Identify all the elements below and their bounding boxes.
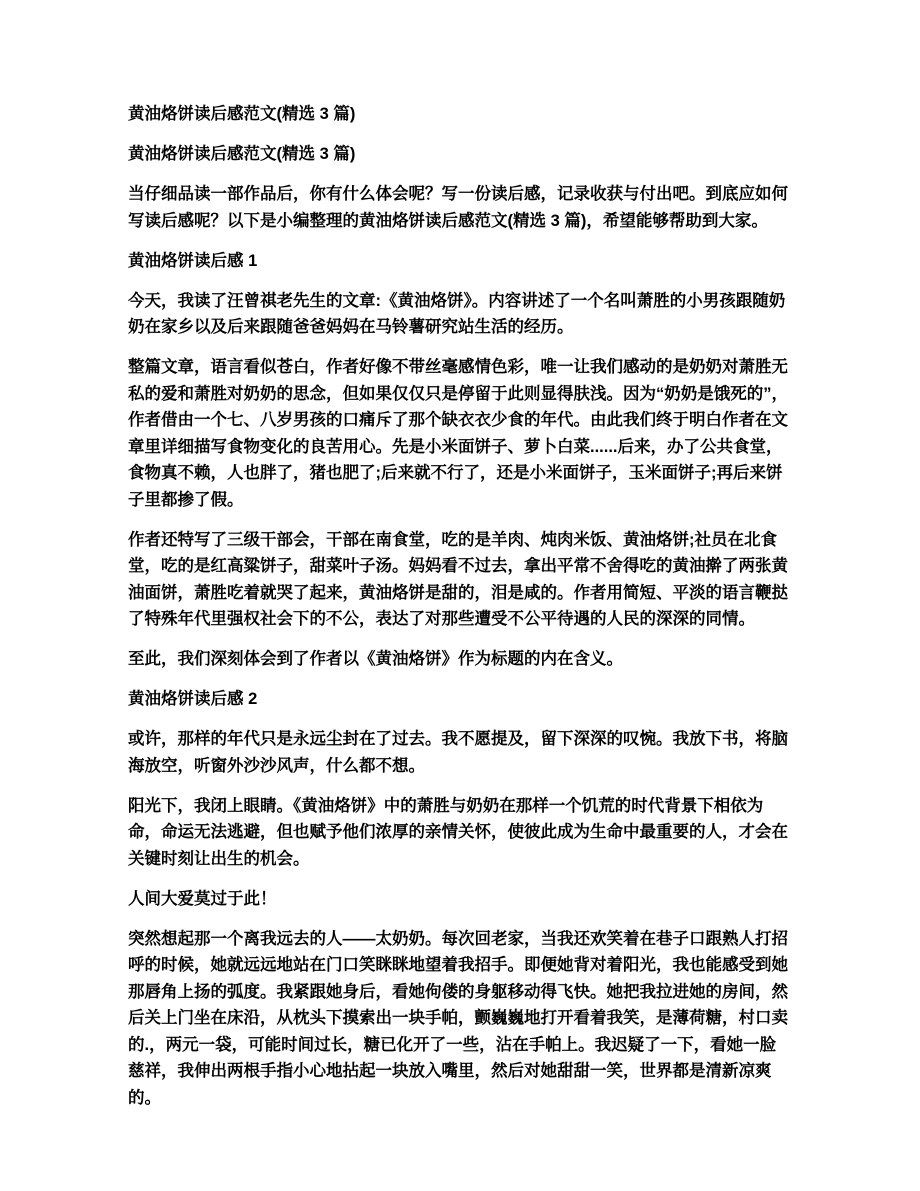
- review-1-paragraph-1: 今天，我读了汪曾祺老先生的文章:《黄油烙饼》。内容讲述了一个名叫萧胜的小男孩跟随奶奶在家乡以及后来跟随爸爸妈妈在马铃薯研究站生活的经历。: [128, 291, 786, 336]
- doc-title-line-2: 黄油烙饼读后感范文(精选 3 篇): [128, 145, 356, 163]
- doc-title-line-1: 黄油烙饼读后感范文(精选 3 篇): [128, 105, 356, 123]
- document-content: [128, 101, 792, 1125]
- review-2-paragraph-3: 人间大爱莫过于此！: [128, 889, 277, 908]
- review-1-paragraph-2: 整篇文章，语言看似苍白，作者好像不带丝毫感情色彩，唯一让我们感动的是奶奶对萧胜无私的爱和萧胜对奶奶的思念，但如果仅仅只是停留于此则显得肤浅。因为“奶奶是饿死的”，作者借由一个七、八岁男孩的口痛斥了那个缺衣衣少食的年代。由此我们终于明白作者在文章里详细描写食物变化的良苦用心。先是小米面饼子、萝卜白菜......后来，办了公共食堂，食物真不赖，人也胖了，猪也肥了;后来就不行了，还是小米面饼子，玉米面饼子;再后来饼子里都掺了假。: [128, 358, 788, 509]
- review-2-paragraph-1: 或许，那样的年代只是永远尘封在了过去。我不愿提及，留下深深的叹惋。我放下书，将脑海放空，听窗外沙沙风声，什么都不想。: [128, 730, 788, 775]
- review-2-heading: 黄油烙饼读后感 2: [128, 690, 258, 708]
- review-1-paragraph-3: 作者还特写了三级干部会，干部在南食堂，吃的是羊肉、炖肉米饭、黄油烙饼;社员在北食堂，吃的是红高粱饼子，甜菜叶子汤。妈妈看不过去，拿出平常不舍得吃的黄油擀了两张黄油面饼，萧胜吃着就哭了起来，黄油烙饼是甜的，泪是咸的。作者用简短、平淡的语言鞭挞了特殊年代里强权社会下的不公，表达了对那些遭受不公平待遇的人民的深深的同情。: [128, 530, 788, 628]
- review-1-paragraph-4: 至此，我们深刻体会到了作者以《黄油烙饼》作为标题的内在含义。: [128, 650, 623, 668]
- intro-paragraph: 当仔细品读一部作品后，你有什么体会呢？写一份读后感，记录收获与付出吧。到底应如何写读后感呢？以下是小编整理的黄油烙饼读后感范文(精选 3 篇)，希望能够帮助到大家。: [128, 185, 788, 230]
- review-2-paragraph-4: 突然想起那一个离我远去的人——太奶奶。每次回老家，当我还欢笑着在巷子口跟熟人打招呼的时候，她就远远地站在门口笑眯眯地望着我招手。即便她背对着阳光，我也能感受到她那唇角上扬的弧度。我紧跟她身后，看她佝偻的身躯移动得飞快。她把我拉进她的房间，然后关上门坐在床沿，从枕头下摸索出一块手帕，颤巍巍地打开看着我笑，是薄荷糖，村口卖的.，两元一袋，可能时间过长，糖已化开了一些，沾在手帕上。我迟疑了一下，看她一脸慈祥，我伸出两根手指小心地拈起一块放入嘴里，然后对她甜甜一笑，世界都是清新凉爽的。: [128, 929, 788, 1107]
- review-2-paragraph-2: 阳光下，我闭上眼睛。《黄油烙饼》中的萧胜与奶奶在那样一个饥荒的时代背景下相依为命，命运无法逃避，但也赋予他们浓厚的亲情关怀，使彼此成为生命中最重要的人，才会在关键时刻让出生的机会。: [128, 796, 788, 868]
- review-1-heading: 黄油烙饼读后感 1: [128, 251, 258, 270]
